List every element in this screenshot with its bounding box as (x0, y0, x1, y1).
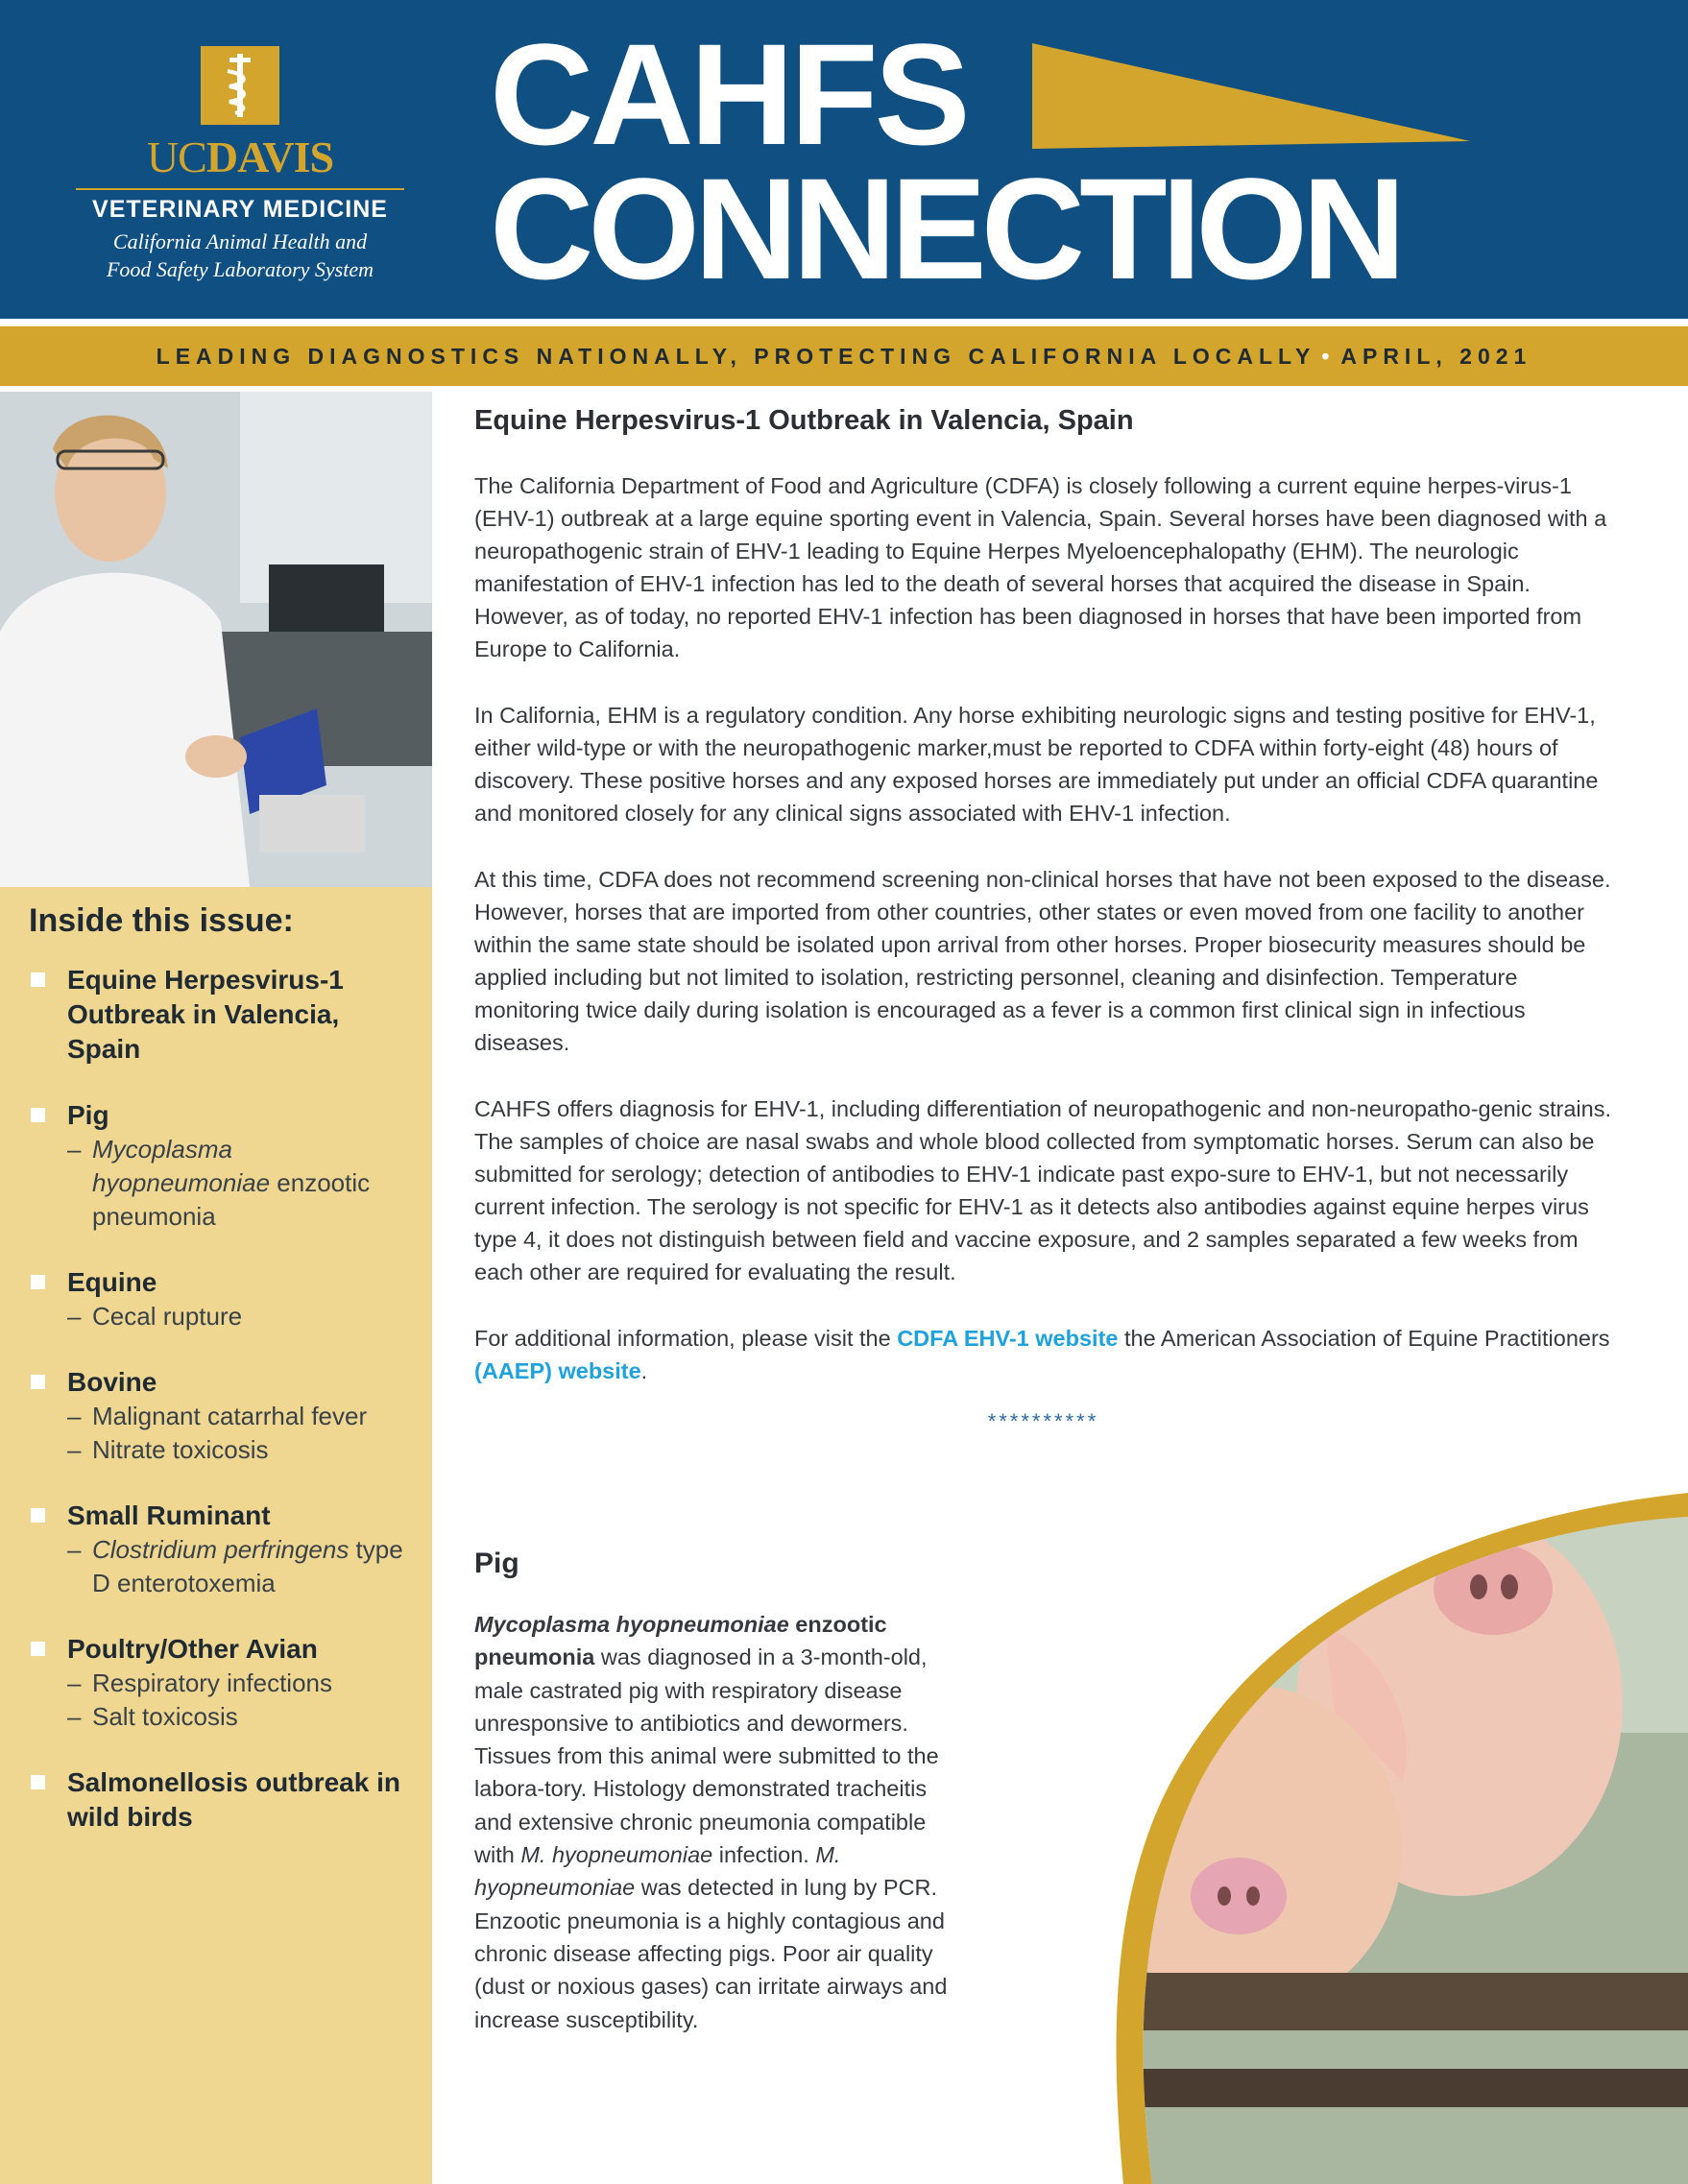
article-paragraph: In California, EHM is a regulatory condition. Any horse exhibiting neurologic signs and testing positive for EHV-1, either wild-type or with the neuropathogenic marker,must be reported to CDFA within forty-eight (48) hours of discovery. These positive horses and any exposed horses are immediately put under an official CDFA quarantine and monitored closely for any clinical signs associated with EHV-1 infection. (474, 703, 1599, 826)
toc-subitem: – Cecal rupture (67, 1302, 243, 1331)
caduceus-icon (201, 46, 279, 125)
lab-system-line1: California Animal Health and (112, 229, 368, 253)
tagline (157, 344, 1532, 369)
toc-heading: Pig (67, 1100, 109, 1130)
square-bullet-icon (31, 1775, 45, 1789)
logo-divider (76, 188, 404, 190)
toc-subitem: – Nitrate toxicosis (67, 1435, 269, 1464)
para-text: For additional information, please visit the (474, 1326, 898, 1351)
sidebar (0, 392, 432, 2184)
inside-issue-heading: Inside this issue: (29, 902, 294, 939)
article-title: Equine Herpesvirus-1 Outbreak in Valencia, Spain (474, 405, 1134, 436)
toc-heading: Equine Herpesvirus-1 Outbreak in Valencia, Spain (67, 965, 344, 1064)
pig-lead-bold: enzootic pneumonia (474, 1612, 887, 1670)
main-article (474, 398, 1612, 1434)
toc-heading: Small Ruminant (67, 1500, 271, 1530)
square-bullet-icon (31, 972, 45, 987)
issue-date: APRIL, 2021 (1340, 344, 1532, 369)
toc-subitem: – Clostridium perfringens type D enterotoxemia (67, 1535, 403, 1597)
toc-subitem: – Respiratory infections (67, 1668, 332, 1697)
pig-italic: M. hyopneumoniae (474, 1842, 841, 1901)
square-bullet-icon (31, 1108, 45, 1122)
lab-system-line2: Food Safety Laboratory System (106, 257, 374, 281)
toc-heading: Equine (67, 1267, 157, 1297)
pig-italic: M. hyopneumoniae (520, 1842, 713, 1868)
title-line1: CAHFS (490, 13, 967, 175)
article-paragraph-links (474, 1322, 1612, 1387)
cdfa-ehv1-link[interactable]: CDFA EHV-1 website (897, 1326, 1119, 1351)
newsletter-title (490, 13, 1401, 309)
toc-subitem-text: Malignant catarrhal fever (92, 1402, 368, 1430)
pig-text: infection. (712, 1842, 816, 1868)
ucdavis-wordmark (67, 134, 413, 180)
toc-item-small-ruminant[interactable] (29, 1499, 413, 1600)
pig-text: was detected in lung by PCR. Enzootic pneumonia is a highly contagious and chronic disease affecting pigs. Poor air quality (dust or noxious gases) can irritate airways and increase susceptibility. (474, 1875, 948, 2032)
vetmed-label: VETERINARY MEDICINE (92, 196, 388, 223)
davis-text: DAVIS (205, 132, 334, 181)
toc-subitem: – Salt toxicosis (67, 1702, 238, 1731)
article-paragraph: The California Department of Food and Agriculture (CDFA) is closely following a current equine herpes-virus-1 (EHV-1) outbreak at a large equine sporting event in Valencia, Spain. Several horses have been diagnosed with a neuropathogenic strain of EHV-1 leading to Equine Herpes Myeloencephalopathy (EHM). The neurologic manifestation of EHV-1 infection has led to the death of several horses that acquired the disease in Spain. However, as of today, no reported EHV-1 infection has been diagnosed in horses that have been imported from Europe to California. (474, 473, 1607, 661)
toc-subitem-text: type D enterotoxemia (92, 1535, 403, 1597)
uc-text: UC (146, 132, 206, 181)
toc-subitem-text: Nitrate toxicosis (92, 1435, 269, 1464)
toc-item-ehv1[interactable] (29, 963, 413, 1067)
square-bullet-icon (31, 1508, 45, 1523)
pigs-photo (922, 1493, 1688, 2184)
square-bullet-icon (31, 1375, 45, 1389)
square-bullet-icon (31, 1642, 45, 1656)
toc-item-pig[interactable] (29, 1098, 413, 1234)
table-of-contents (29, 963, 413, 1866)
pig-section-title: Pig (474, 1548, 519, 1579)
toc-heading: Poultry/Other Avian (67, 1634, 318, 1664)
para-text: the American Association of Equine Practitioners (1118, 1326, 1610, 1351)
toc-subitem-italic: Clostridium perfringens (92, 1535, 350, 1564)
toc-subitem-text: Respiratory infections (92, 1668, 332, 1697)
pig-text: was diagnosed in a 3-month-old, male castrated pig with respiratory disease unresponsive to antibiotics and dewormers. Tissues from this animal were submitted to the labora-tory. Histology demonstrated tracheitis and extensive chronic pneumonia compatible with (474, 1644, 939, 1868)
tagline-band (0, 326, 1688, 386)
article-paragraph: At this time, CDFA does not recommend screening non-clinical horses that have not been exposed to the disease. However, horses that are imported from other countries, other states or even moved from one facility to another within the same state should be isolated upon arrival from other horses. Proper biosecurity measures should be applied including but not limited to isolation, restricting personnel, cleaning and disinfection. Temperature monitoring twice daily during isolation is encouraged as a fever is a common first clinical sign in infectious diseases. (474, 867, 1611, 1055)
ucdavis-logo[interactable] (67, 46, 413, 283)
aaep-link[interactable]: (AAEP) website (474, 1358, 641, 1383)
article-paragraph: CAHFS offers diagnosis for EHV-1, including differentiation of neuropathogenic and non-neuropatho-genic strains. The samples of choice are nasal swabs and whole blood collected from symptomatic horses. Serum can also be submitted for serology; detection of antibodies to EHV-1 indicate past expo-sure to EHV-1, but not necessarily current infection. The serology is not specific for EHV-1 as it detects also antibodies against equine herpes virus type 4, it does not distinguish between field and vaccine exposure, and 2 samples separated a few weeks from each other are required for evaluating the result. (474, 1096, 1611, 1284)
toc-subitem-text: Salt toxicosis (92, 1702, 238, 1731)
masthead (0, 0, 1688, 319)
title-line2: CONNECTION (490, 148, 1401, 309)
toc-subitem-text: Cecal rupture (92, 1302, 243, 1331)
toc-item-equine[interactable] (29, 1265, 413, 1333)
lab-scientist-photo (0, 392, 432, 887)
square-bullet-icon (31, 1275, 45, 1289)
toc-subitem-text: enzootic pneumonia (92, 1168, 371, 1231)
toc-item-salmonellosis[interactable] (29, 1765, 413, 1835)
pig-section-body (474, 1608, 954, 2036)
para-text: . (640, 1358, 648, 1383)
toc-item-bovine[interactable] (29, 1365, 413, 1467)
section-separator: ********** (987, 1409, 1099, 1433)
toc-subitem: – Mycoplasma hyopneumoniae enzootic pneumonia (67, 1135, 371, 1231)
tagline-text: LEADING DIAGNOSTICS NATIONALLY, PROTECTING CALIFORNIA LOCALLY (156, 344, 1316, 369)
toc-subitem: – Malignant catarrhal fever (67, 1402, 368, 1430)
toc-heading: Bovine (67, 1367, 157, 1397)
toc-item-poultry[interactable] (29, 1632, 413, 1734)
toc-subitem-italic: Mycoplasma hyopneumoniae (92, 1135, 271, 1197)
pig-lead-italic: Mycoplasma hyopneumoniae (474, 1612, 789, 1637)
bullet-icon: • (1321, 344, 1336, 369)
toc-heading: Salmonellosis outbreak in wild birds (67, 1767, 400, 1832)
